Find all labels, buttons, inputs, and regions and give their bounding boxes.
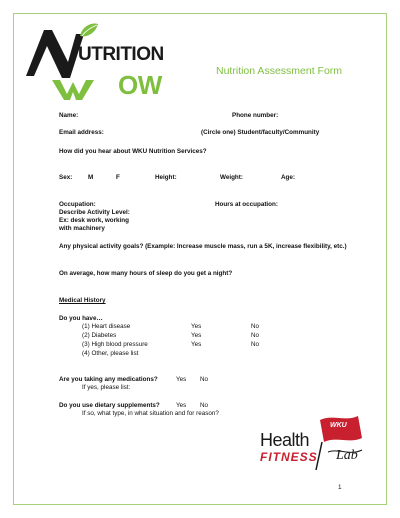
do-you-have-label: Do you have… [59, 315, 103, 322]
medical-history-heading: Medical History [59, 297, 106, 304]
activity-level-label: Describe Activity Level: [59, 209, 130, 216]
status-circle-one: (Circle one) Student/faculty/Community [201, 129, 320, 136]
health-fitness-lab-logo [258, 412, 370, 474]
phone-label: Phone number: [232, 112, 279, 119]
supplements-followup: If so, what type, in what situation and for reason? [82, 410, 219, 417]
condition-no: No [251, 332, 260, 339]
condition-heart-disease: (1) Heart disease [82, 323, 131, 330]
condition-other: (4) Other, please list [82, 350, 139, 357]
condition-high-blood-pressure: (3) High blood pressure [82, 341, 148, 348]
medications-question: Are you taking any medications? [59, 376, 158, 383]
medications-yes: Yes [176, 376, 187, 383]
condition-yes: Yes [191, 332, 202, 339]
condition-yes: Yes [191, 323, 202, 330]
email-label: Email address: [59, 129, 104, 136]
weight-label: Weight: [220, 174, 243, 181]
medications-no: No [200, 376, 209, 383]
nutrition-now-logo [22, 22, 200, 100]
logo-utrition-text: UTRITION [78, 44, 164, 65]
condition-no: No [251, 323, 260, 330]
condition-diabetes: (2) Diabetes [82, 332, 117, 339]
logo-ow-text: OW [118, 70, 162, 100]
name-label: Name: [59, 112, 79, 119]
condition-no: No [251, 341, 260, 348]
logo-health-text: Health [260, 430, 310, 450]
hours-occupation-label: Hours at occupation: [215, 201, 278, 208]
sex-option-m: M [88, 174, 94, 181]
goals-question: Any physical activity goals? (Example: Increase muscle mass, run a 5K, increase flexibility, etc.) [59, 243, 347, 250]
page-number: 1 [338, 484, 342, 491]
occupation-label: Occupation: [59, 201, 96, 208]
wku-text: WKU [330, 422, 347, 429]
supplements-yes: Yes [176, 402, 187, 409]
height-label: Height: [155, 174, 177, 181]
sex-option-f: F [116, 174, 120, 181]
supplements-no: No [200, 402, 209, 409]
sex-label: Sex: [59, 174, 73, 181]
sleep-question: On average, how many hours of sleep do you get a night? [59, 270, 233, 277]
activity-example-1: Ex: desk work, working [59, 217, 129, 224]
hear-about-question: How did you hear about WKU Nutrition Services? [59, 148, 207, 155]
condition-yes: Yes [191, 341, 202, 348]
supplements-question: Do you use dietary supplements? [59, 402, 160, 409]
logo-lab-text: Lab [336, 448, 358, 463]
medications-followup: If yes, please list: [82, 384, 131, 391]
form-title: Nutrition Assessment Form [216, 65, 343, 77]
logo-fitness-text: FITNESS [260, 450, 318, 464]
age-label: Age: [281, 174, 295, 181]
activity-example-2: with machinery [59, 225, 105, 232]
